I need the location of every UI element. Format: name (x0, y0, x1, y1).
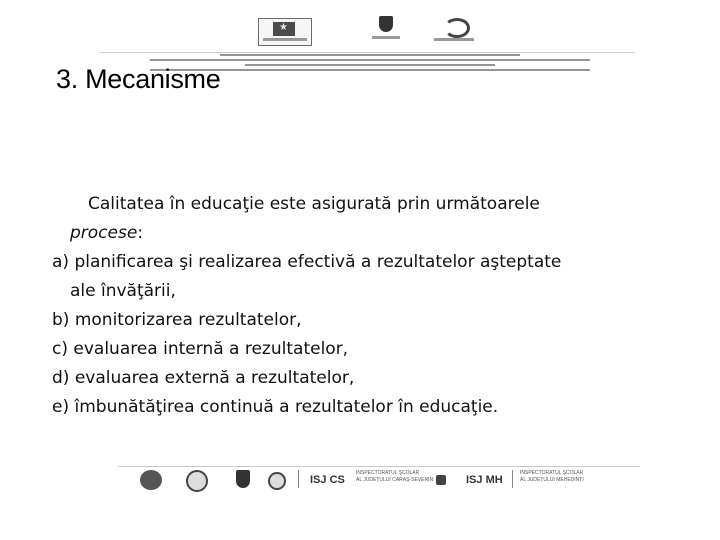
romanian-government-logo (372, 16, 400, 44)
intro-emphasis: procese (70, 223, 138, 243)
footer-divider (118, 466, 640, 467)
intro-suffix: : (137, 223, 144, 243)
small-emblem-icon (436, 475, 446, 485)
header-divider (100, 52, 635, 53)
isj-mh-logo: ISJ MH (466, 474, 503, 486)
slide-title: 3. Mecanisme (56, 64, 221, 94)
eu-flag-logo (258, 18, 312, 46)
isj-cs-logo: ISJ CS (310, 474, 345, 486)
swirl-icon (444, 18, 470, 38)
footer-logo-strip (136, 470, 606, 492)
list-item-b: b) monitorizarea rezultatelor, (52, 310, 302, 330)
intro-text: Calitatea în educaţie este asigurată prin următoarele (88, 194, 540, 214)
project-badge-logo (140, 470, 162, 490)
ministry-logo (268, 472, 286, 490)
eu-flag-icon (273, 22, 295, 36)
list-item-d: d) evaluarea externă a rezultatelor, (52, 368, 355, 388)
partner-seal-logo (186, 470, 208, 492)
instrumente-structurale-logo (430, 16, 478, 46)
list-item-c: c) evaluarea internă a rezultatelor, (52, 339, 349, 359)
coat-of-arms-icon (236, 470, 250, 488)
header-logo-strip (250, 14, 520, 50)
intro-text-continuation (52, 219, 672, 248)
slide-body (52, 190, 672, 422)
isj-cs-caption: INSPECTORATUL ŞCOLAR AL JUDEŢULUI CARAŞ-SEVERIN (356, 470, 434, 483)
coat-of-arms-icon (379, 16, 393, 32)
list-item-a: a) planificarea şi realizarea efectivă a rezultatelor aşteptate (52, 252, 562, 272)
list-item-e: e) îmbunătăţirea continuă a rezultatelor în educaţie. (52, 397, 499, 417)
isj-mh-caption: INSPECTORATUL ŞCOLAR AL JUDEŢULUI MEHEDINŢI (520, 470, 584, 483)
list-item-a-continuation: ale învăţării, (70, 281, 176, 301)
